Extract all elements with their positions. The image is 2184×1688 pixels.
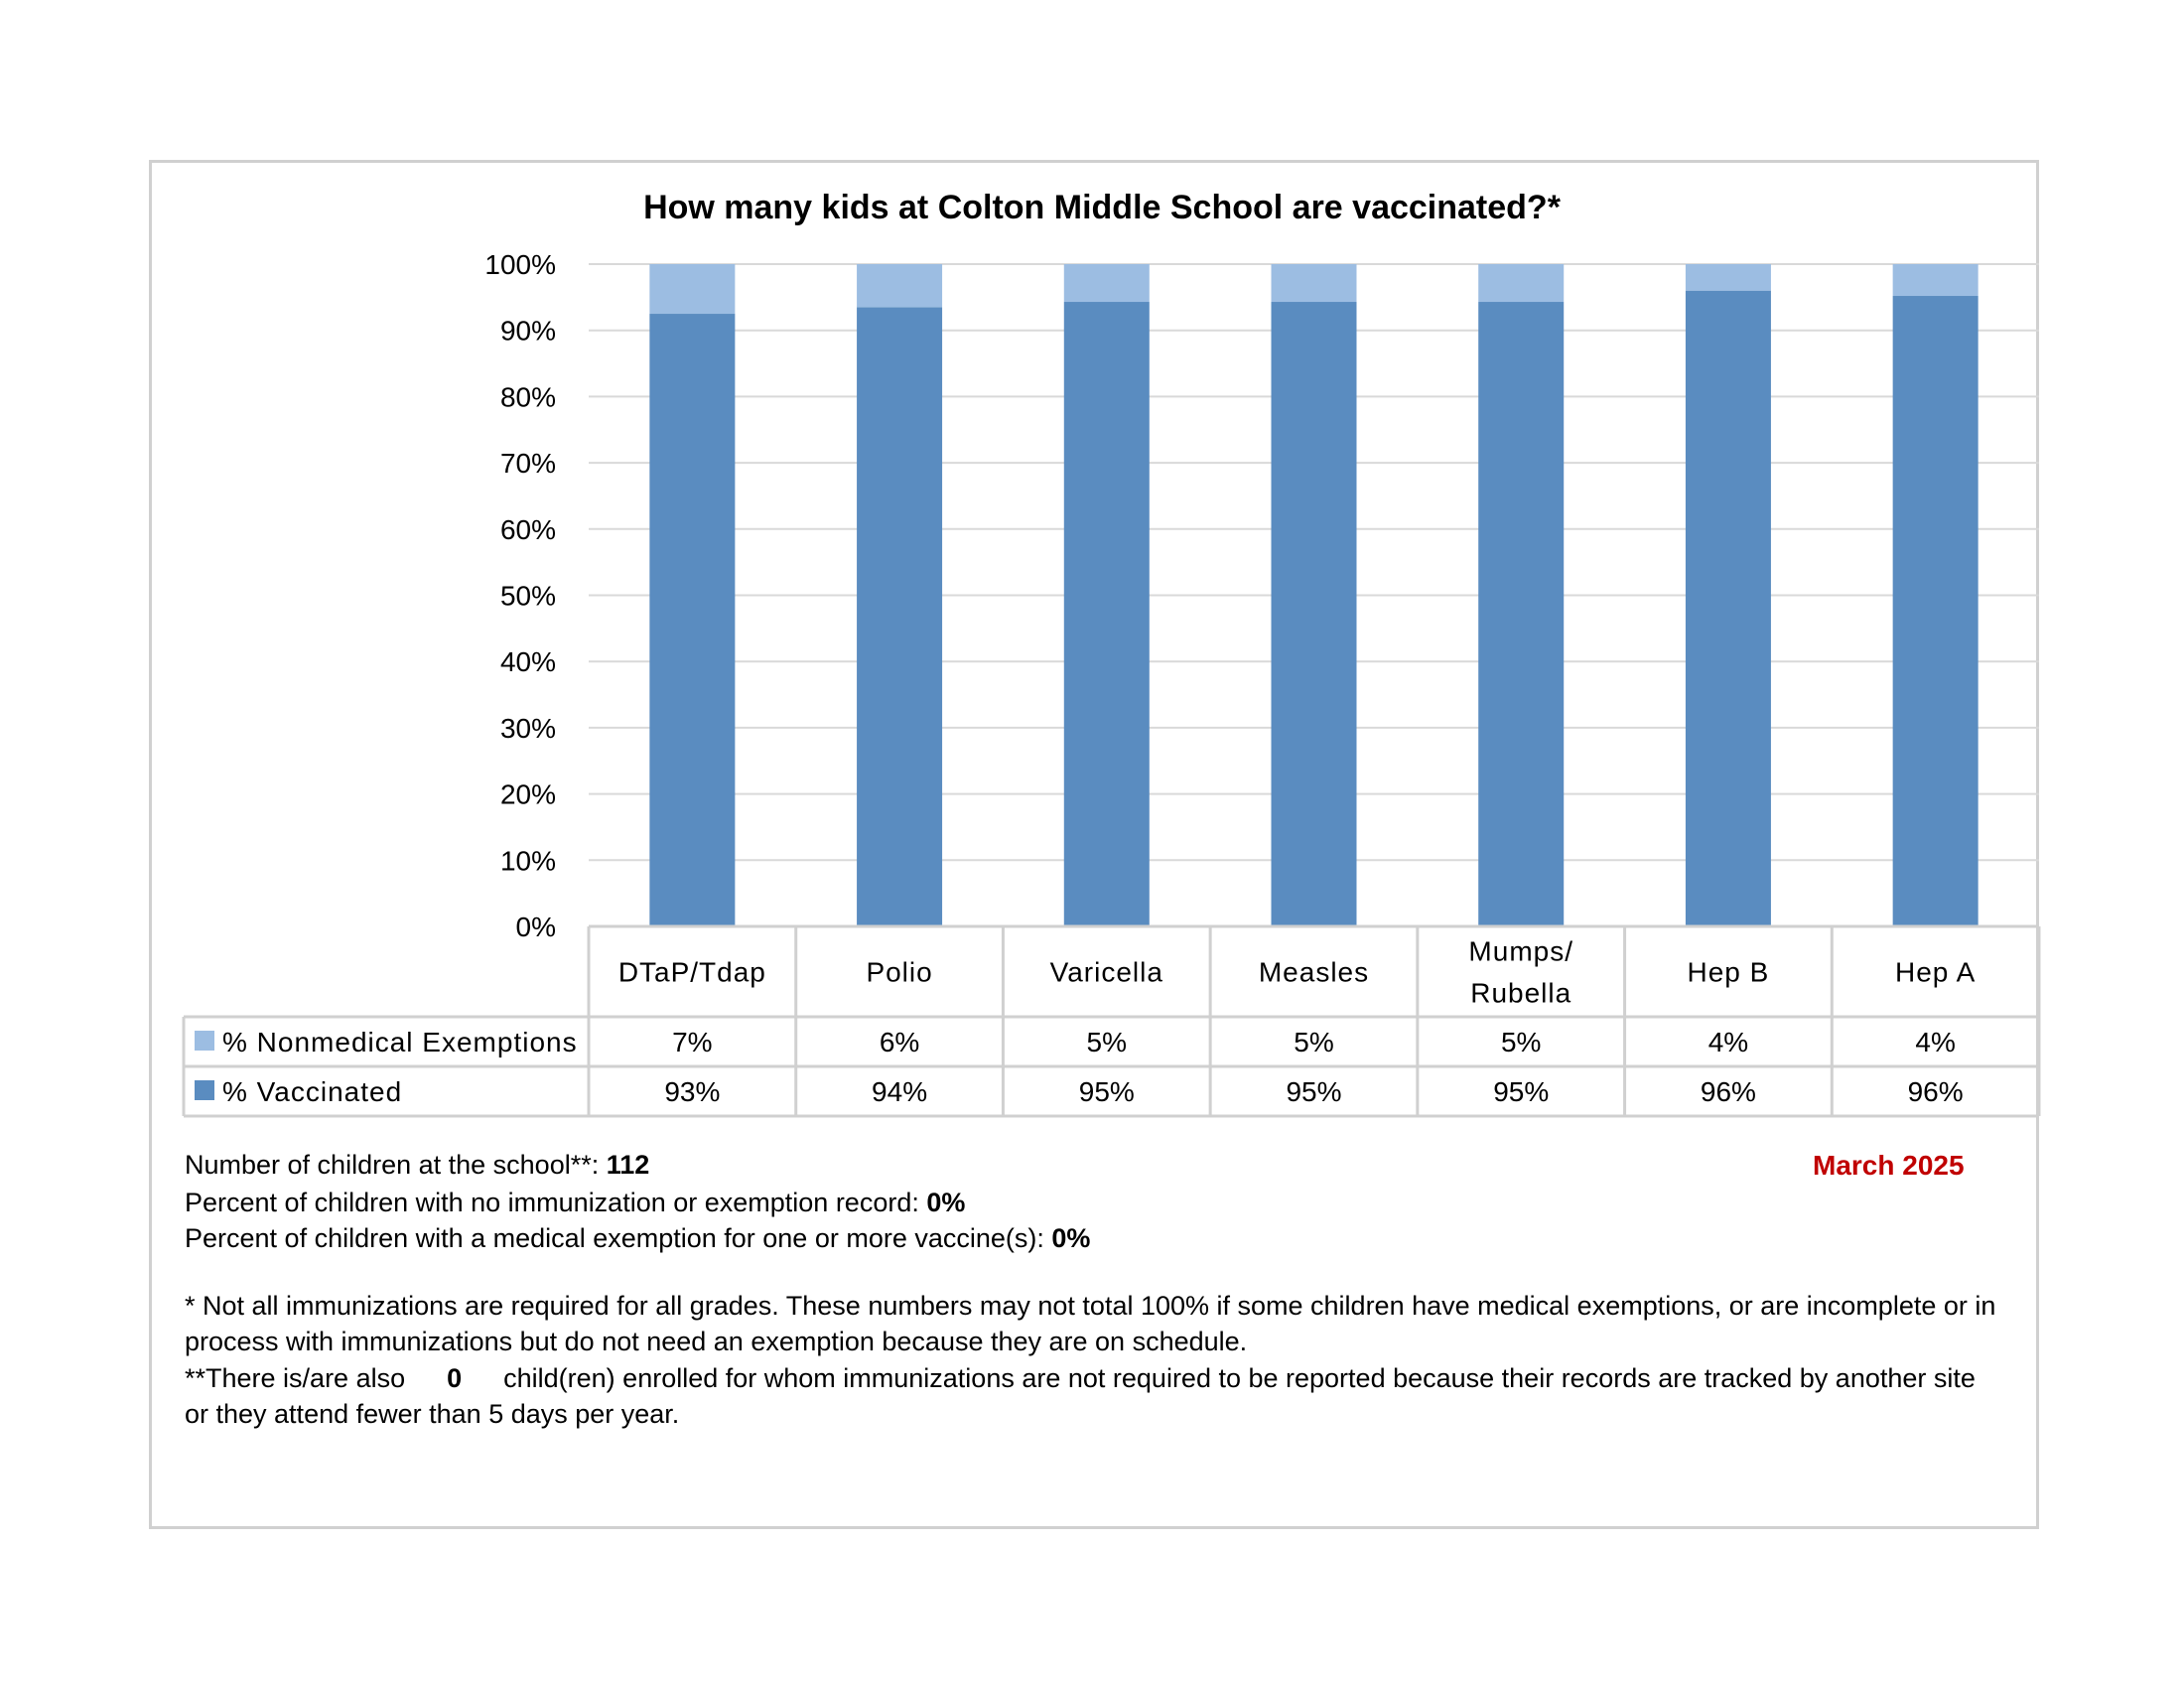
footnote-line-2: process with immunizations but do not need an exemption because they are on schedule. <box>185 1327 1248 1356</box>
data-value-label: 5% <box>1294 1027 1334 1057</box>
bar-nonmedical-exemptions <box>1686 264 1771 291</box>
y-tick-label: 30% <box>499 712 556 744</box>
bar-nonmedical-exemptions <box>649 264 735 314</box>
x-category-label: Polio <box>866 956 933 988</box>
data-value-label: 4% <box>1707 1027 1749 1057</box>
x-category-label: Rubella <box>1470 977 1572 1009</box>
y-tick-label: 10% <box>499 845 556 877</box>
y-tick-label: 80% <box>499 381 556 413</box>
no-record-value: 0% <box>926 1188 966 1217</box>
legend-key <box>195 1031 214 1051</box>
data-value-label: 4% <box>1915 1027 1956 1057</box>
bar-vaccinated <box>1272 302 1357 926</box>
legend-key <box>195 1080 214 1100</box>
footnote-3-prefix: **There is/are also <box>185 1363 406 1393</box>
x-category-label: Varicella <box>1049 956 1163 988</box>
y-tick-label: 20% <box>499 778 556 810</box>
data-value-label: 6% <box>879 1027 920 1057</box>
x-category-label: Hep B <box>1687 956 1770 988</box>
data-value-label: 95% <box>1493 1076 1550 1107</box>
bar-nonmedical-exemptions <box>1893 264 1979 296</box>
medical-exemption-value: 0% <box>1051 1223 1091 1253</box>
bar-vaccinated <box>1478 302 1564 926</box>
y-tick-label: 60% <box>499 513 556 545</box>
y-tick-label: 40% <box>499 646 556 678</box>
legend-label: % Nonmedical Exemptions <box>222 1027 578 1057</box>
y-tick-label: 70% <box>499 448 556 480</box>
bar-vaccinated <box>649 314 735 926</box>
data-value-label: 96% <box>1907 1076 1964 1107</box>
bar-vaccinated <box>1686 291 1771 926</box>
footnote-3-value: 0 <box>447 1363 463 1393</box>
x-category-label: DTaP/Tdap <box>617 956 766 988</box>
footnote-line-1: * Not all immunizations are required for all grades. These numbers may not total 100% if some children have medical exemptions, or are incomplete or in <box>185 1291 1996 1321</box>
data-value-label: 5% <box>1086 1027 1128 1057</box>
children-count-label: Number of children at the school**: <box>185 1150 600 1180</box>
children-count-line <box>185 1150 649 1181</box>
x-category-label: Mumps/ <box>1468 935 1574 967</box>
no-record-label: Percent of children with no immunization or exemption record: <box>185 1188 919 1217</box>
data-value-label: 93% <box>664 1076 721 1107</box>
data-value-label: 95% <box>1078 1076 1135 1107</box>
footnote-3-suffix: child(ren) enrolled for whom immunizations are not required to be reported because their records are tracked by another site <box>503 1363 1976 1393</box>
y-tick-label: 50% <box>499 580 556 612</box>
data-value-label: 94% <box>872 1076 928 1107</box>
y-tick-label: 100% <box>484 249 556 280</box>
legend-label: % Vaccinated <box>222 1076 403 1107</box>
bar-vaccinated <box>1064 302 1150 926</box>
bar-nonmedical-exemptions <box>1064 264 1150 302</box>
data-value-label: 96% <box>1700 1076 1756 1107</box>
bar-nonmedical-exemptions <box>1272 264 1357 302</box>
footnote-line-3 <box>185 1363 1976 1394</box>
footnote-line-4: or they attend fewer than 5 days per year. <box>185 1399 680 1429</box>
y-tick-label: 90% <box>499 315 556 347</box>
bar-nonmedical-exemptions <box>857 264 942 307</box>
data-value-label: 7% <box>672 1027 713 1057</box>
medical-exemption-line <box>185 1223 1090 1254</box>
medical-exemption-label: Percent of children with a medical exemption for one or more vaccine(s): <box>185 1223 1044 1253</box>
bar-vaccinated <box>1893 296 1979 926</box>
data-value-label: 95% <box>1286 1076 1342 1107</box>
children-count-value: 112 <box>606 1150 650 1180</box>
report-date: March 2025 <box>1813 1150 1965 1181</box>
bar-vaccinated <box>857 307 942 926</box>
chart-title: How many kids at Colton Middle School are vaccinated?* <box>643 189 1561 226</box>
no-record-line <box>185 1188 965 1218</box>
x-category-label: Hep A <box>1895 956 1977 988</box>
data-value-label: 5% <box>1500 1027 1542 1057</box>
y-tick-label: 0% <box>515 912 556 942</box>
x-category-label: Measles <box>1258 956 1370 988</box>
bar-nonmedical-exemptions <box>1478 264 1564 302</box>
